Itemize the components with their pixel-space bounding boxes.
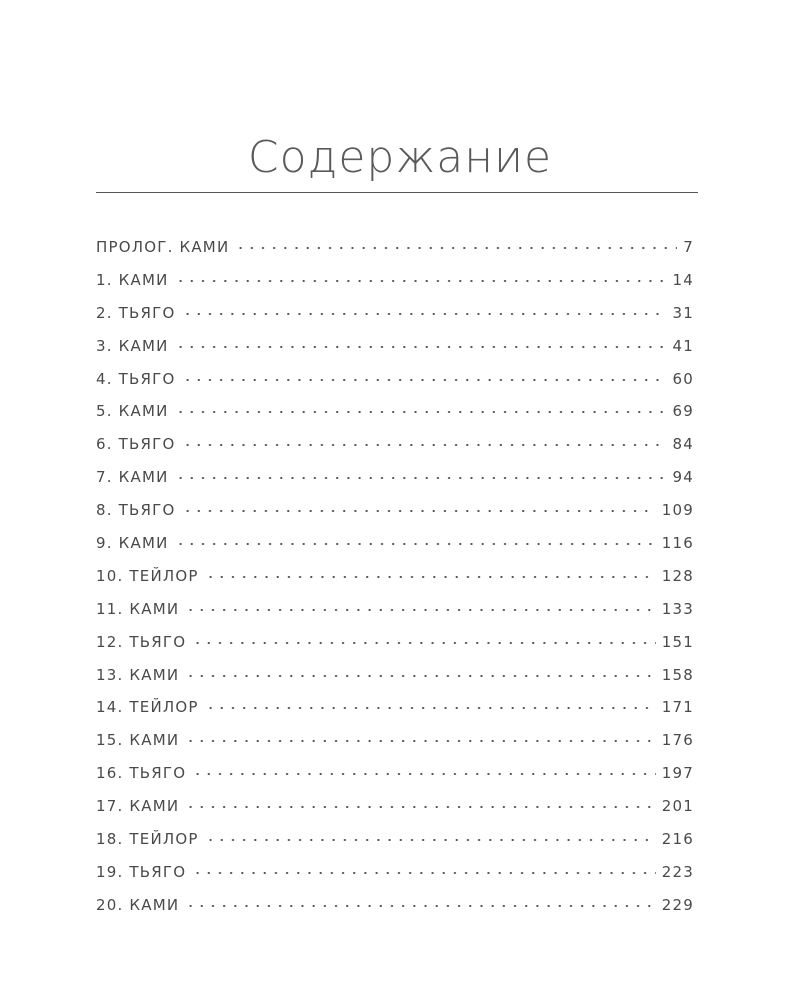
toc-entry[interactable]: [96, 337, 694, 370]
toc-entry-title: 10. ТЕЙЛОР: [96, 566, 199, 585]
toc-entry-title: 3. КАМИ: [96, 336, 169, 355]
toc-entry[interactable]: [96, 435, 694, 468]
toc-entry-title: 16. ТЬЯГО: [96, 764, 187, 783]
toc-entry-page: 158: [661, 665, 694, 684]
toc-entry-title: 18. ТЕЙЛОР: [96, 830, 199, 849]
toc-entry-title: 9. КАМИ: [96, 534, 169, 553]
toc-entry-page: 7: [683, 238, 694, 256]
toc-entry-title: ПРОЛОГ. КАМИ: [96, 238, 230, 256]
toc-entry[interactable]: [96, 238, 694, 271]
dot-leader: [185, 905, 655, 907]
toc-entry-page: 94: [672, 468, 694, 487]
toc-entry-page: 109: [661, 501, 694, 520]
toc-entry-title: 12. ТЬЯГО: [96, 632, 187, 651]
toc-entry-page: 133: [661, 599, 694, 618]
toc-entry[interactable]: [96, 896, 694, 929]
title-divider: [96, 192, 698, 193]
dot-leader: [192, 872, 656, 874]
dot-leader: [185, 806, 655, 808]
toc-entry-page: 216: [661, 830, 694, 849]
dot-leader: [235, 247, 677, 249]
toc-entry-title: 14. ТЕЙЛОР: [96, 698, 199, 717]
toc-entry[interactable]: [96, 698, 694, 731]
dot-leader: [185, 609, 655, 611]
dot-leader: [175, 280, 667, 282]
toc-entry-page: 41: [672, 336, 694, 355]
toc-entry[interactable]: [96, 764, 694, 797]
dot-leader: [182, 510, 656, 512]
toc-entry-title: 5. КАМИ: [96, 402, 169, 421]
dot-leader: [175, 346, 667, 348]
toc-entry[interactable]: [96, 271, 694, 304]
toc-entry-page: 60: [672, 369, 694, 388]
toc-entry-page: 128: [661, 566, 694, 585]
toc-entry-title: 15. КАМИ: [96, 731, 180, 750]
dot-leader: [182, 379, 667, 381]
toc-entry[interactable]: [96, 863, 694, 896]
dot-leader: [185, 675, 655, 677]
toc-entry[interactable]: [96, 567, 694, 600]
toc-entry-page: 84: [672, 435, 694, 454]
toc-entry-title: 17. КАМИ: [96, 797, 180, 816]
toc-entry[interactable]: [96, 830, 694, 863]
toc-entry-title: 19. ТЬЯГО: [96, 862, 187, 881]
toc-entry-page: 223: [661, 862, 694, 881]
toc-entry-page: 176: [661, 731, 694, 750]
table-of-contents: [96, 238, 694, 929]
toc-entry[interactable]: [96, 402, 694, 435]
toc-entry[interactable]: [96, 534, 694, 567]
toc-entry[interactable]: [96, 633, 694, 666]
toc-entry-page: 229: [661, 895, 694, 914]
toc-entry[interactable]: [96, 797, 694, 830]
page-title: Содержание: [247, 132, 553, 183]
toc-entry-title: 8. ТЬЯГО: [96, 501, 176, 520]
toc-entry-title: 4. ТЬЯГО: [96, 369, 176, 388]
toc-entry-title: 11. КАМИ: [96, 599, 180, 618]
toc-entry[interactable]: [96, 370, 694, 403]
toc-entry-title: 6. ТЬЯГО: [96, 435, 176, 454]
dot-leader: [192, 773, 656, 775]
dot-leader: [205, 707, 656, 709]
toc-entry-page: 197: [661, 764, 694, 783]
toc-entry-page: 69: [672, 402, 694, 421]
toc-entry[interactable]: [96, 666, 694, 699]
toc-entry-page: 116: [661, 534, 694, 553]
toc-entry[interactable]: [96, 731, 694, 764]
toc-entry-page: 151: [661, 632, 694, 651]
toc-entry[interactable]: [96, 600, 694, 633]
toc-entry-title: 7. КАМИ: [96, 468, 169, 487]
dot-leader: [192, 642, 656, 644]
toc-entry[interactable]: [96, 304, 694, 337]
dot-leader: [205, 839, 656, 841]
toc-entry-title: 2. ТЬЯГО: [96, 303, 176, 322]
toc-entry[interactable]: [96, 501, 694, 534]
toc-entry-title: 20. КАМИ: [96, 895, 180, 914]
toc-entry-page: 31: [672, 303, 694, 322]
toc-entry-page: 14: [672, 270, 694, 289]
dot-leader: [175, 543, 656, 545]
toc-entry[interactable]: [96, 468, 694, 501]
toc-entry-page: 171: [661, 698, 694, 717]
toc-entry-title: 1. КАМИ: [96, 270, 169, 289]
toc-entry-title: 13. КАМИ: [96, 665, 180, 684]
dot-leader: [205, 576, 656, 578]
toc-entry-page: 201: [661, 797, 694, 816]
dot-leader: [175, 411, 667, 413]
dot-leader: [185, 740, 655, 742]
dot-leader: [175, 477, 667, 479]
dot-leader: [182, 313, 667, 315]
dot-leader: [182, 444, 667, 446]
